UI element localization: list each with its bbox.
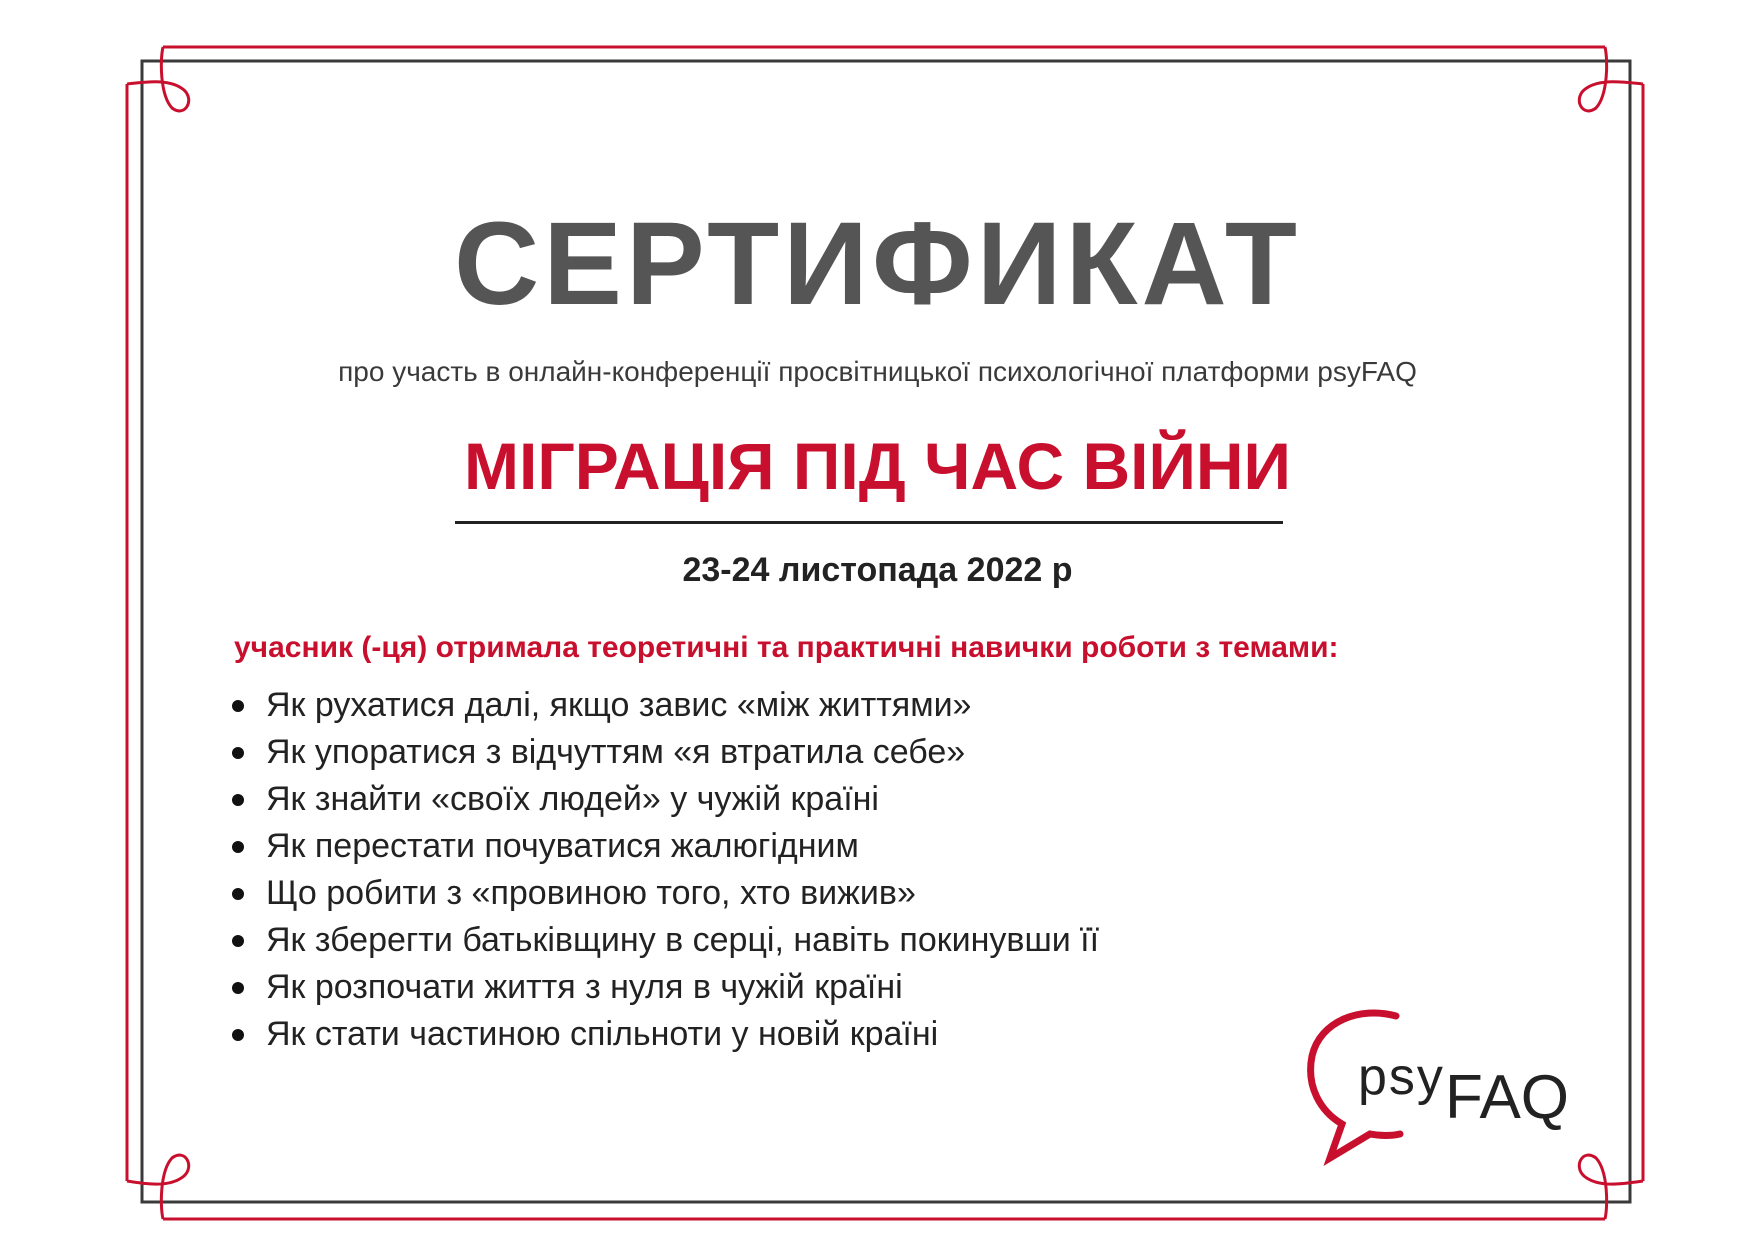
topic-text: Як упоратися з відчуттям «я втратила себе» bbox=[266, 733, 966, 771]
bullet-icon bbox=[232, 982, 244, 994]
bullet-icon bbox=[232, 700, 244, 712]
divider-line bbox=[455, 521, 1283, 524]
list-item bbox=[232, 776, 1099, 823]
list-item bbox=[232, 823, 1099, 870]
topic-text: Як зберегти батьківщину в серці, навіть покинувши її bbox=[266, 921, 1100, 959]
topic-text: Як розпочати життя з нуля в чужій країні bbox=[266, 968, 903, 1006]
list-item bbox=[232, 870, 1099, 917]
bullet-icon bbox=[232, 794, 244, 806]
topic-text: Як рухатися далі, якщо завис «між життями» bbox=[266, 686, 972, 724]
topic-text: Як знайти «своїх людей» у чужій країні bbox=[266, 780, 879, 818]
topics-list bbox=[232, 682, 1099, 1058]
certificate-title: СЕРТИФИКАТ bbox=[454, 198, 1301, 330]
conference-date: 23-24 листопада 2022 р bbox=[682, 551, 1073, 589]
topic-text: Що робити з «провиною того, хто вижив» bbox=[266, 874, 916, 912]
bullet-icon bbox=[232, 841, 244, 853]
topic-text: Як перестати почуватися жалюгідним bbox=[266, 827, 859, 865]
list-item bbox=[232, 682, 1099, 729]
certificate-subtitle: про участь в онлайн-конференції просвітницької психологічної платформи psyFAQ bbox=[338, 356, 1417, 387]
list-item bbox=[232, 1011, 1099, 1058]
bullet-icon bbox=[232, 1029, 244, 1041]
bullet-icon bbox=[232, 935, 244, 947]
topics-intro: учасник (-ця) отримала теоретичні та практичні навички роботи з темами: bbox=[234, 631, 1339, 664]
logo-psy: psy bbox=[1358, 1048, 1445, 1106]
logo-faq: FAQ bbox=[1445, 1063, 1570, 1132]
list-item bbox=[232, 917, 1099, 964]
bullet-icon bbox=[232, 747, 244, 759]
psyfaq-logo bbox=[1300, 1006, 1580, 1166]
list-item bbox=[232, 964, 1099, 1011]
topic-text: Як стати частиною спільноти у новій країні bbox=[266, 1015, 939, 1053]
conference-title: МІГРАЦІЯ ПІД ЧАС ВІЙНИ bbox=[464, 429, 1291, 503]
bullet-icon bbox=[232, 888, 244, 900]
list-item bbox=[232, 729, 1099, 776]
